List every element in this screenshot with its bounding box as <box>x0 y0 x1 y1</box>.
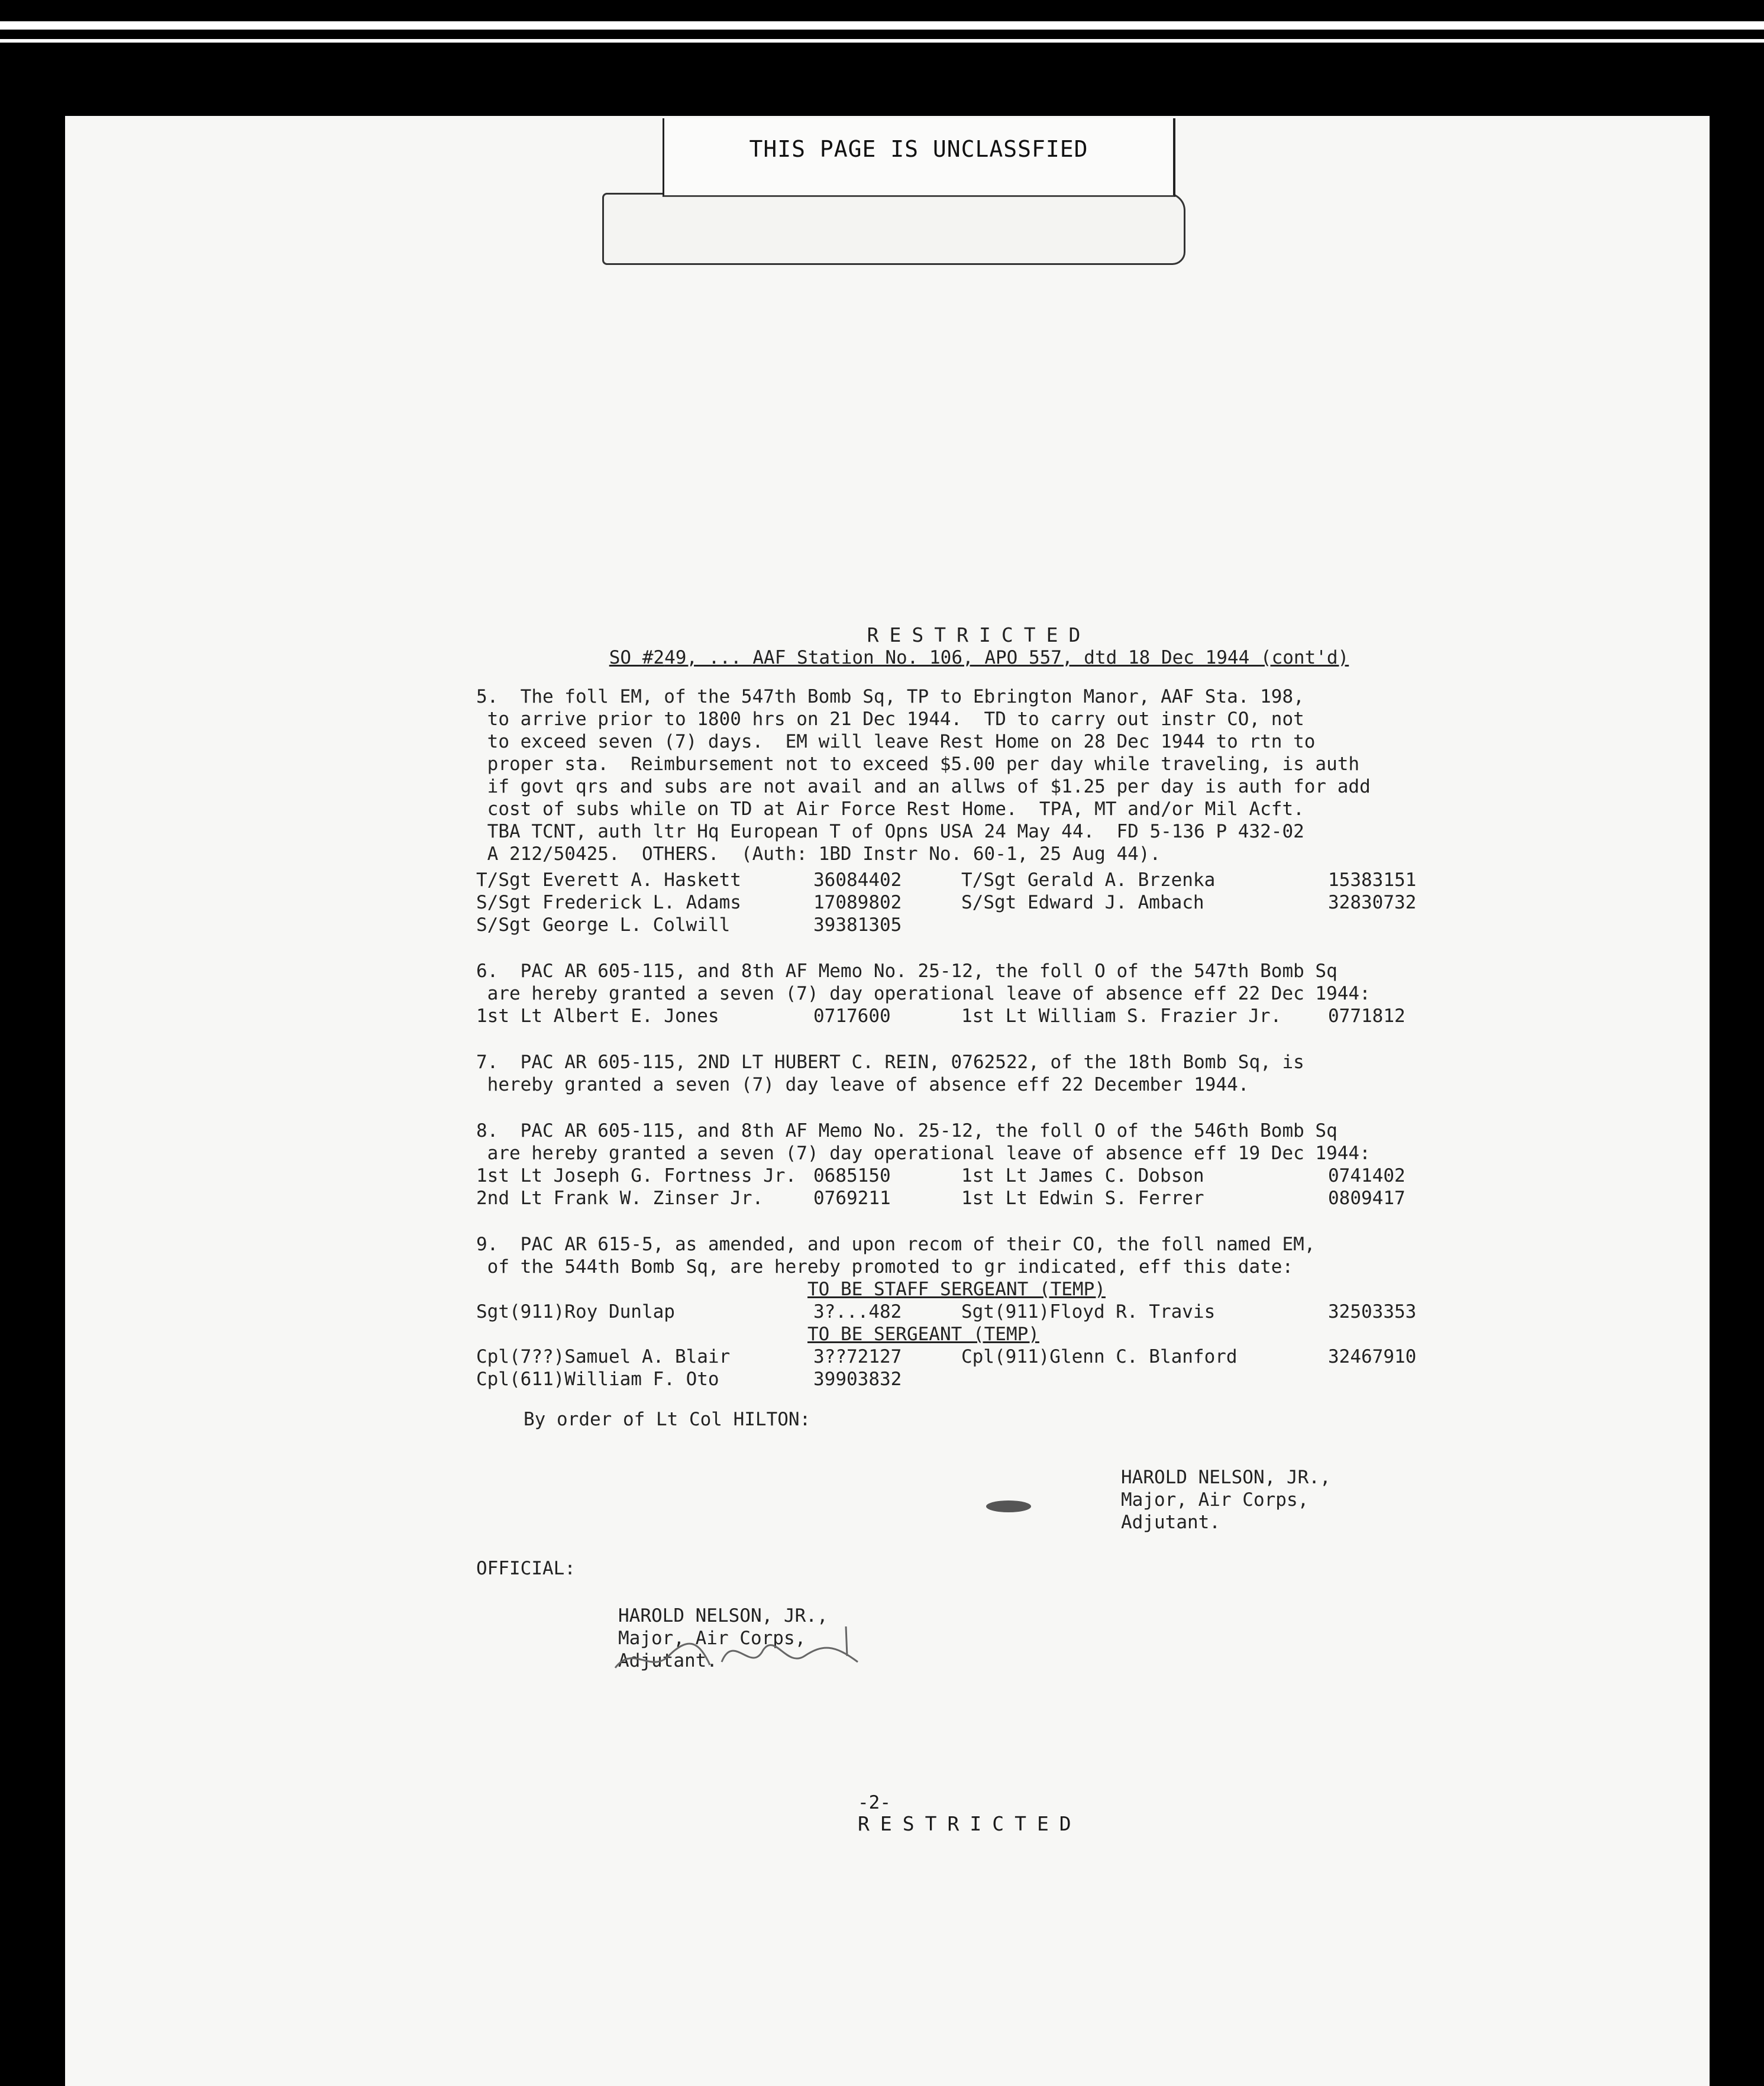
roster-row <box>476 1165 1482 1187</box>
roster-row <box>476 1187 1482 1209</box>
paragraph-6: 6. PAC AR 605-115, and 8th AF Memo No. 25-12, the foll O of the 547th Bomb Sq are hereby granted a seven (7) day operational leave of absence eff 22 Dec 1944: <box>476 960 1371 1004</box>
roster-serial: 0809417 <box>1328 1188 1406 1209</box>
roster-serial: 3??72127 <box>813 1346 902 1367</box>
signer-block-right: HAROLD NELSON, JR., Major, Air Corps, Adjutant. <box>1121 1467 1331 1533</box>
paragraph-8: 8. PAC AR 605-115, and 8th AF Memo No. 25-12, the foll O of the 546th Bomb Sq are hereby granted a seven (7) day operational leave of absence eff 19 Dec 1944: <box>476 1120 1371 1164</box>
paragraph-6-roster <box>476 1005 1482 1027</box>
paragraph-9-roster-b <box>476 1346 1482 1390</box>
paragraph-8-roster <box>476 1165 1482 1209</box>
roster-serial: 36084402 <box>813 869 902 891</box>
scan-rule <box>0 39 1764 43</box>
roster-serial: 17089802 <box>813 892 902 913</box>
paragraph-9-roster-a <box>476 1301 1482 1323</box>
classification-stamp <box>663 118 1175 197</box>
grade-heading-staff-sergeant: TO BE STAFF SERGEANT (TEMP) <box>807 1279 1106 1300</box>
paragraph-5: 5. The foll EM, of the 547th Bomb Sq, TP to Ebrington Manor, AAF Sta. 198, to arrive prior to 1800 hrs on 21 Dec 1944. TD to carry out instr CO, not to exceed seven (7) days. EM will leave Rest Home on 28 Dec 1944 to rtn to proper sta. Reimbursement not to exceed $5.00 per day while traveling, is auth if govt qrs and subs are not avail and an allws of $1.25 per day is auth for add cost of subs while on TD at Air Force Rest Home. TPA, MT and/or Mil Acft. TBA TCNT, auth ltr Hq European T of Opns USA 24 May 44. FD 5-136 P 432-02 A 212/50425. OTHERS. (Auth: 1BD Instr No. 60-1, 25 Aug 44). <box>476 686 1371 865</box>
grade-heading-sergeant: TO BE SERGEANT (TEMP) <box>807 1324 1039 1345</box>
roster-serial: 39381305 <box>813 914 902 936</box>
scan-rule <box>0 21 1764 30</box>
roster-row <box>476 1301 1482 1323</box>
classification-bottom: RESTRICTED <box>858 1812 1082 1835</box>
stamp-text: THIS PAGE IS UNCLASSFIED <box>749 136 1088 162</box>
roster-serial: 3?...482 <box>813 1301 902 1322</box>
scan-border-top <box>0 0 1764 118</box>
ink-smudge <box>982 1496 1035 1516</box>
roster-name: Cpl(7??)Samuel A. Blair <box>476 1346 731 1367</box>
paragraph-5-roster <box>476 869 1482 936</box>
roster-serial: 0769211 <box>813 1188 891 1209</box>
roster-name: S/Sgt George L. Colwill <box>476 914 731 936</box>
roster-serial <box>1328 914 1458 936</box>
roster-name: T/Sgt Everett A. Haskett <box>476 869 741 891</box>
roster-row <box>476 1005 1482 1027</box>
order-header: SO #2‌49, ... AAF Station No. 106, APO 557, dtd 18 Dec 1944 (cont'd) <box>609 647 1349 668</box>
roster-name: 1st Lt James C. Dobson <box>961 1165 1204 1186</box>
classification-top: RESTRICTED <box>867 623 1091 646</box>
roster-name: 1st Lt Joseph G. Fortness Jr. <box>476 1165 797 1186</box>
roster-row <box>476 869 1482 891</box>
roster-serial: 32467910 <box>1328 1346 1417 1367</box>
roster-name: Cpl(911)Glenn C. Blanford <box>961 1346 1238 1367</box>
roster-serial: 39903832 <box>813 1369 902 1390</box>
roster-name: T/Sgt Gerald A. Brzenka <box>961 869 1216 891</box>
roster-serial: 0771812 <box>1328 1005 1406 1027</box>
roster-name: Sgt(911)Floyd R. Travis <box>961 1301 1216 1322</box>
roster-name: S/Sgt Edward J. Ambach <box>961 892 1204 913</box>
roster-row <box>476 1346 1482 1368</box>
page-number: -2- <box>858 1792 891 1813</box>
roster-name: Sgt(911)Roy Dunlap <box>476 1301 675 1322</box>
roster-row <box>476 914 1482 936</box>
paragraph-7: 7. PAC AR 605-115, 2ND LT HUBERT C. REIN, 0762522, of the 18th Bomb Sq, is hereby granted a seven (7) day leave of absence eff 22 December 1944. <box>476 1052 1304 1095</box>
roster-serial: 0685150 <box>813 1165 891 1186</box>
handwritten-signature <box>609 1621 870 1686</box>
roster-serial <box>1328 1368 1458 1390</box>
roster-name: 1st Lt Edwin S. Ferrer <box>961 1188 1204 1209</box>
roster-name <box>961 914 1328 936</box>
roster-name: Cpl(611)William F. Oto <box>476 1369 719 1390</box>
stamp-tab <box>602 193 1185 265</box>
paragraph-9: 9. PAC AR 615-5, as amended, and upon recom of their CO, the foll named EM, of the 544th Bomb Sq, are hereby promoted to gr indicated, eff this date: <box>476 1234 1316 1278</box>
by-order-line: By order of Lt Col HILTON: <box>524 1409 811 1430</box>
roster-serial: 32503353 <box>1328 1301 1417 1322</box>
roster-serial: 32830732 <box>1328 892 1417 913</box>
roster-serial: 15383151 <box>1328 869 1417 891</box>
roster-row <box>476 891 1482 914</box>
roster-name: 1st Lt Albert E. Jones <box>476 1005 719 1027</box>
roster-name <box>961 1368 1328 1390</box>
roster-serial: 0717600 <box>813 1005 891 1027</box>
roster-name: 1st Lt William S. Frazier Jr. <box>961 1005 1282 1027</box>
roster-name: S/Sgt Frederick L. Adams <box>476 892 741 913</box>
official-label: OFFICIAL: <box>476 1558 576 1579</box>
document-body <box>476 624 1482 1672</box>
roster-row <box>476 1368 1482 1390</box>
roster-name: 2nd Lt Frank W. Zinser Jr. <box>476 1188 764 1209</box>
signer-block-left: HAROLD NELSON, JR., Major, Air Corps, Adjutant. <box>618 1605 828 1671</box>
roster-serial: 0741402 <box>1328 1165 1406 1186</box>
